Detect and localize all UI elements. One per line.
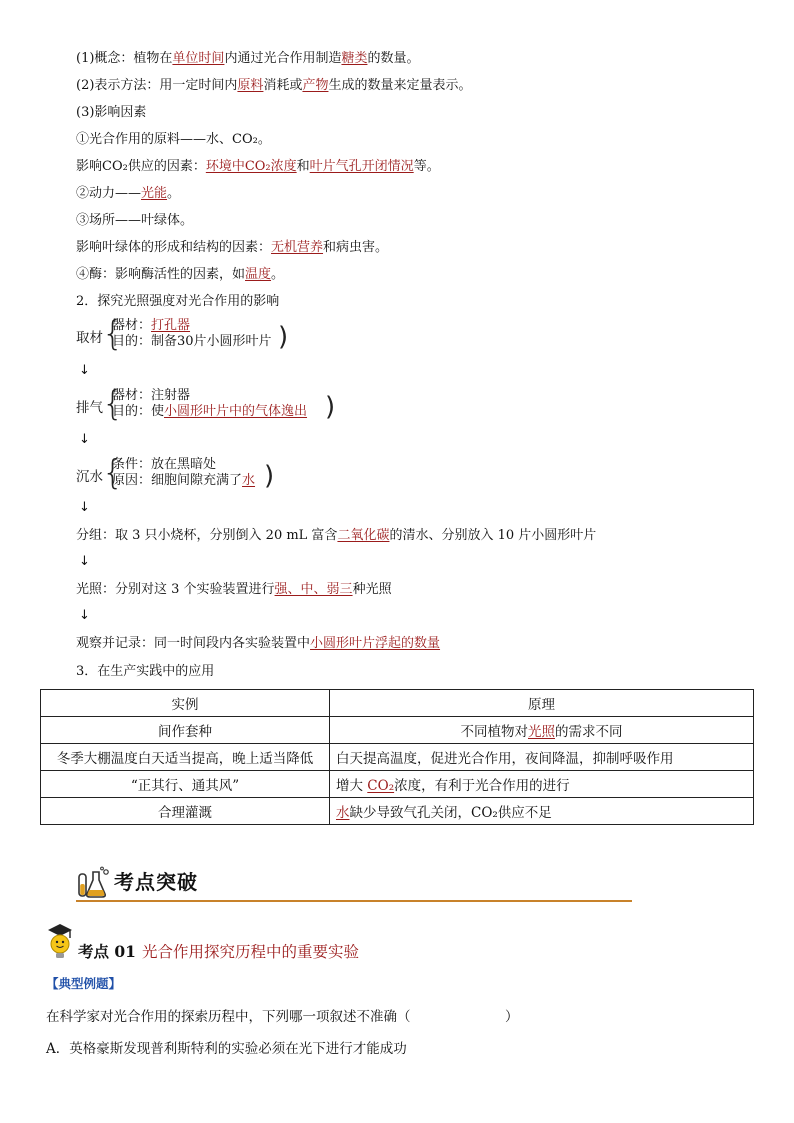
answer-underline: 温度 <box>245 267 272 282</box>
answer-underline: 二氧化碳 <box>337 528 390 543</box>
answer-underline: CO₂ <box>367 778 395 794</box>
text: 等。 <box>413 159 440 174</box>
text: 和 <box>296 159 310 174</box>
observe-line <box>76 635 440 653</box>
kaodian-heading <box>76 862 632 902</box>
step-submerge <box>76 453 296 493</box>
text: 和病虫害。 <box>323 240 389 255</box>
text: 增大 <box>336 778 368 794</box>
step-label: 取材 <box>76 330 103 346</box>
answer-underline: 小圆形叶片中的气体逸出 <box>164 404 308 419</box>
text: 。 <box>271 267 285 282</box>
down-arrow-icon: ↓ <box>79 554 90 569</box>
answer-underline: 环境中CO₂浓度 <box>205 159 297 174</box>
step-item: 条件：放在黑暗处 <box>112 457 217 472</box>
text: 影响CO₂供应的因素： <box>76 159 206 174</box>
text: 的清水、分别放入 10 片小圆形叶片 <box>389 528 597 543</box>
table-cell <box>330 798 754 825</box>
text: (1)概念：植物在 <box>76 51 173 66</box>
answer-underline: 糖类 <box>341 51 368 66</box>
step-sampling <box>76 314 336 354</box>
kaodian-title: 考点突破 <box>114 870 198 894</box>
lab-flask-icon <box>76 866 112 900</box>
step-label: 排气 <box>76 400 103 416</box>
method-line <box>76 77 471 95</box>
answer-underline: 水 <box>242 473 256 488</box>
point01-label <box>78 940 359 962</box>
enzyme-line <box>76 266 284 284</box>
site-line: ③场所——叶绿体。 <box>76 213 194 228</box>
example-tag: 【典型例题】 <box>46 976 122 991</box>
step-items <box>112 388 307 420</box>
table-header: 原理 <box>330 690 754 717</box>
text: 目的：使 <box>112 404 165 419</box>
text: 消耗或 <box>263 78 303 93</box>
text: ④酶：影响酶活性的因素，如 <box>76 267 246 282</box>
table-cell: 间作套种 <box>41 717 330 744</box>
text: 白天提高温度，促进光合作用，夜间降温，抑制呼吸作用 <box>336 751 674 767</box>
chloroplast-line <box>76 239 388 257</box>
answer-underline: 打孔器 <box>151 318 191 333</box>
down-arrow-icon: ↓ <box>79 432 90 447</box>
table-cell: 冬季大棚温度白天适当提高，晚上适当降低 <box>41 744 330 771</box>
grouping-line <box>76 527 596 545</box>
right-paren: ) <box>278 322 289 352</box>
text: 缺少导致气孔关闭，CO₂供应不足 <box>349 805 552 821</box>
step-item: 目的：制备30片小圆形叶片 <box>112 334 272 349</box>
text: (2)表示方法：用一定时间内 <box>76 78 238 93</box>
concept-line <box>76 50 419 68</box>
answer-underline: 无机营养 <box>271 240 324 255</box>
text: 器材： <box>112 318 152 333</box>
left-brace: { <box>102 453 124 493</box>
text: ②动力—— <box>76 186 142 201</box>
text: 观察并记录：同一时间段内各实验装置中 <box>76 636 311 651</box>
answer-underline: 单位时间 <box>172 51 225 66</box>
text: 浓度，有利于光合作用的进行 <box>394 778 570 794</box>
co2-line <box>76 158 440 176</box>
table-cell <box>330 771 754 798</box>
question-stem: 在科学家对光合作用的探索历程中，下列哪一项叙述不准确（ ） <box>46 1009 519 1025</box>
table-cell: 合理灌溉 <box>41 798 330 825</box>
section3-title: 3．在生产实践中的应用 <box>76 664 215 679</box>
table-cell: “正其行、通其风” <box>41 771 330 798</box>
down-arrow-icon: ↓ <box>79 608 90 623</box>
answer-underline: 强、中、弱三 <box>274 582 353 597</box>
text: 的数量。 <box>367 51 420 66</box>
raw-material-line: ①光合作用的原料——水、CO₂。 <box>76 132 271 147</box>
answer-underline: 光能 <box>141 186 168 201</box>
table-row <box>41 717 754 744</box>
answer-underline: 水 <box>336 805 350 821</box>
step-item <box>112 318 272 334</box>
step-item <box>112 404 307 420</box>
left-brace: { <box>102 384 124 424</box>
table-row <box>41 798 754 825</box>
step-item <box>112 473 255 489</box>
answer-underline: 产物 <box>302 78 329 93</box>
table-row <box>41 744 754 771</box>
down-arrow-icon: ↓ <box>79 363 90 378</box>
practice-table <box>40 689 754 825</box>
point-number: 考点 01 <box>78 942 136 961</box>
answer-underline: 叶片气孔开闭情况 <box>309 159 414 174</box>
down-arrow-icon: ↓ <box>79 500 90 515</box>
step-items <box>112 457 255 489</box>
table-header-row <box>41 690 754 717</box>
answer-underline: 原料 <box>237 78 264 93</box>
text: 生成的数量来定量表示。 <box>328 78 472 93</box>
answer-underline: 小圆形叶片浮起的数量 <box>310 636 441 651</box>
factors-title: (3)影响因素 <box>76 105 147 120</box>
table-cell <box>330 717 754 744</box>
text: 光照：分别对这 3 个实验装置进行 <box>76 582 275 597</box>
section2-title: 2．探究光照强度对光合作用的影响 <box>76 294 280 309</box>
table-cell <box>330 744 754 771</box>
table-row <box>41 771 754 798</box>
step-item: 器材：注射器 <box>112 388 191 403</box>
lighting-line <box>76 581 392 599</box>
text: 分组：取 3 只小烧杯，分别倒入 20 mL 富含 <box>76 528 338 543</box>
question-option-a[interactable]: A．英格豪斯发现普利斯特利的实验必须在光下进行才能成功 <box>46 1041 407 1057</box>
graduate-bulb-icon <box>44 922 76 962</box>
step-items <box>112 318 272 350</box>
text: 原因：细胞间隙充满了 <box>112 473 243 488</box>
text: 内通过光合作用制造 <box>224 51 342 66</box>
answer-underline: 光照 <box>528 724 555 740</box>
right-paren: ) <box>264 461 275 491</box>
right-paren: ) <box>325 392 336 422</box>
left-brace: { <box>102 314 124 354</box>
step-degassing <box>76 384 346 424</box>
power-line <box>76 185 180 203</box>
text: 不同植物对 <box>460 724 528 740</box>
point-title: 光合作用探究历程中的重要实验 <box>141 943 359 961</box>
text: 影响叶绿体的形成和结构的因素： <box>76 240 272 255</box>
text: 种光照 <box>352 582 392 597</box>
text: 的需求不同 <box>555 724 623 740</box>
step-label: 沉水 <box>76 469 103 485</box>
text: 。 <box>167 186 181 201</box>
heading-rule <box>76 900 632 902</box>
table-header: 实例 <box>41 690 330 717</box>
